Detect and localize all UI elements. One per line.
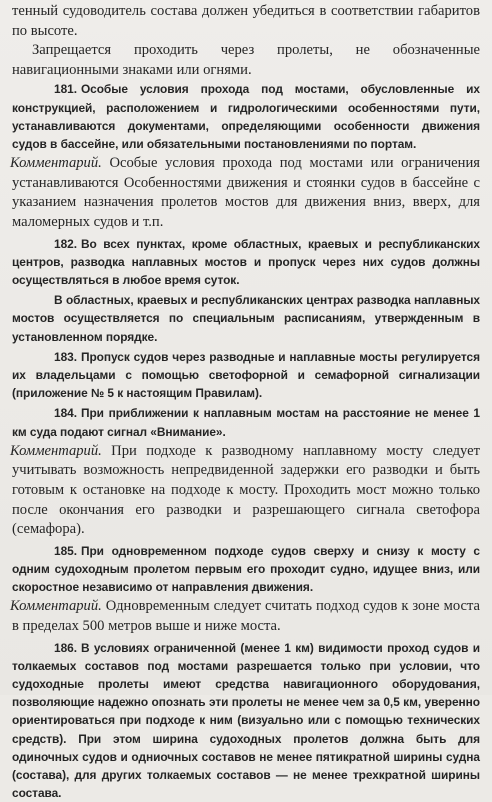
rule-text: Особые условия прохода под мостами, обусловленные их конструкцией, расположением и гидрологическими особенностями пути, устанавливаются документами, определяющими особенности движения судов в бассейне, или обязательными постановлениями по портам. (12, 82, 480, 151)
rule-182-continued: В областных, краевых и республиканских центрах разводка наплавных мостов осуществляется по специальным расписаниям, утвержденным в установленном порядке. (12, 293, 480, 344)
rule-text: Пропуск судов через разводные и наплавные мосты регулируется их владельцами с помощью светофорной и семафорной сигнализации (приложение № 5 к настоящим Правилам). (12, 349, 480, 401)
rule-number: 185. (54, 543, 77, 558)
comment-184 (12, 442, 480, 540)
rule-number: 182. (54, 236, 77, 251)
rule-183 (12, 348, 480, 403)
paragraph-prohibition: Запрещается проходить через пролеты, не обозначенные навигационными знаками или огнями. (12, 42, 480, 78)
comment-text: Одновременным следует считать подход судов к зоне моста в пределах 500 метров выше и ниже моста. (12, 598, 480, 634)
comment-label: Комментарий. (10, 442, 102, 459)
rule-182 (12, 235, 480, 290)
rule-number: 186. (54, 640, 77, 655)
comment-text: Особые условия прохода под мостами или ограничения устанавливаются Особенностями движения и стоянки судов в бассейне с указанием назначения пролетов мостов для движения вниз, вверх, для маломерных судов и т.п. (12, 155, 480, 230)
comment-text: При подходе к разводному наплавному мосту следует учитывать возможность непредвиденной задержки его разводки и быть готовым к остановке на подходе к мосту. Проходить мост можно только после окончания его разводки и разрешающего сигнала светофора (семафора). (12, 442, 481, 538)
rule-text: Во всех пунктах, кроме областных, краевых и республиканских центров, разводка наплавных мостов и пропуск через них судов должны осуществляться в любое время суток. (12, 236, 480, 287)
rule-184 (12, 404, 480, 440)
rule-number: 183. (54, 349, 77, 364)
rule-text: При одновременном подходе судов сверху и снизу к мосту с одним судоходным пролетом первым его проходит судно, идущее вниз, или скоростное независимо от направления движения. (12, 543, 480, 595)
rule-185 (12, 542, 480, 597)
paragraph-continuation: тенный судоводитель состава должен убедиться в соответствии габаритов по высоте. (12, 3, 480, 39)
rule-186 (12, 639, 480, 802)
rule-181 (12, 80, 480, 153)
rule-text: В условиях ограниченной (менее 1 км) видимости проход судов и толкаемых составов под мостами разрешается только при условии, что судоходные пролеты имеют средства навигационного оборудования, позволяющие надежно опознать эти пролеты не менее чем за 0,5 км, уверенно ориентироваться при подходе к ним (визуально или с помощью технических средств). При этом ширина судоходных пролетов должна быть для одиночных судов и одниочных составов не менее пятикратной ширины судна (состава), для других толкаемых составов — не менее трехкратной ширины состава. (12, 640, 480, 801)
rule-number: 181. (54, 82, 77, 97)
comment-185 (12, 597, 480, 636)
comment-181 (12, 154, 480, 232)
comment-label: Комментарий. (10, 598, 102, 615)
rule-text: При приближении к наплавным мостам на расстояние не менее 1 км суда подают сигнал «Внимание». (12, 406, 480, 439)
rule-number: 184. (54, 406, 77, 421)
comment-label: Комментарий. (10, 155, 102, 172)
